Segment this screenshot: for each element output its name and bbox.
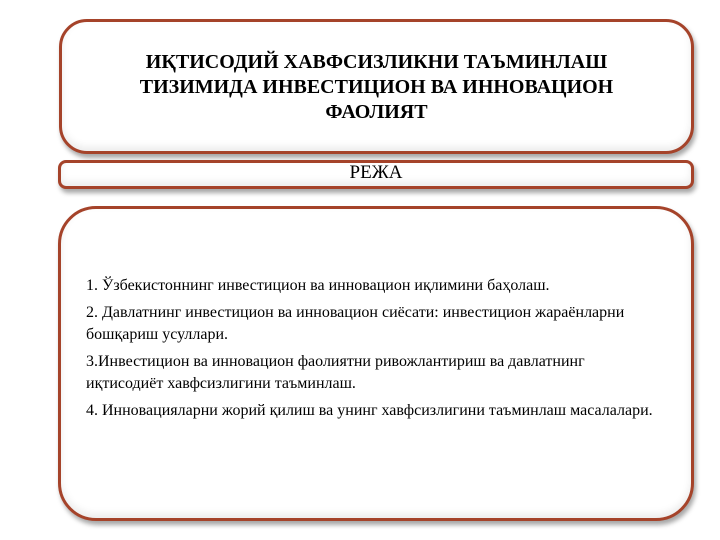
slide-title: ИҚТИСОДИЙ ХАВФСИЗЛИКНИ ТАЪМИНЛАШ ТИЗИМИДА ИНВЕСТИЦИОН ВА ИННОВАЦИОН ФАОЛИЯТ [139, 51, 614, 123]
plan-item-2: 2. Давлатнинг инвестицион ва инновацион сиёсати: инвестицион жараёнларни бошқариш усуллари. [86, 304, 625, 343]
plan-item-1: 1. Ўзбекистоннинг инвестицион ва инновацион иқлимини баҳолаш. [86, 277, 550, 294]
plan-box [58, 206, 694, 521]
subtitle-box [58, 160, 694, 189]
plan-item-3: 3.Инвестицион ва инновацион фаолиятни ривожлантириш ва давлатнинг иқтисодиёт хавфсизлигини таъминлаш. [86, 353, 585, 392]
plan-heading: РЕЖА [349, 161, 403, 183]
plan-list [86, 275, 665, 422]
plan-item-4: 4. Инновацияларни жорий қилиш ва унинг хавфсизлигини таъминлаш масалалари. [86, 402, 653, 419]
title-box [59, 19, 694, 154]
